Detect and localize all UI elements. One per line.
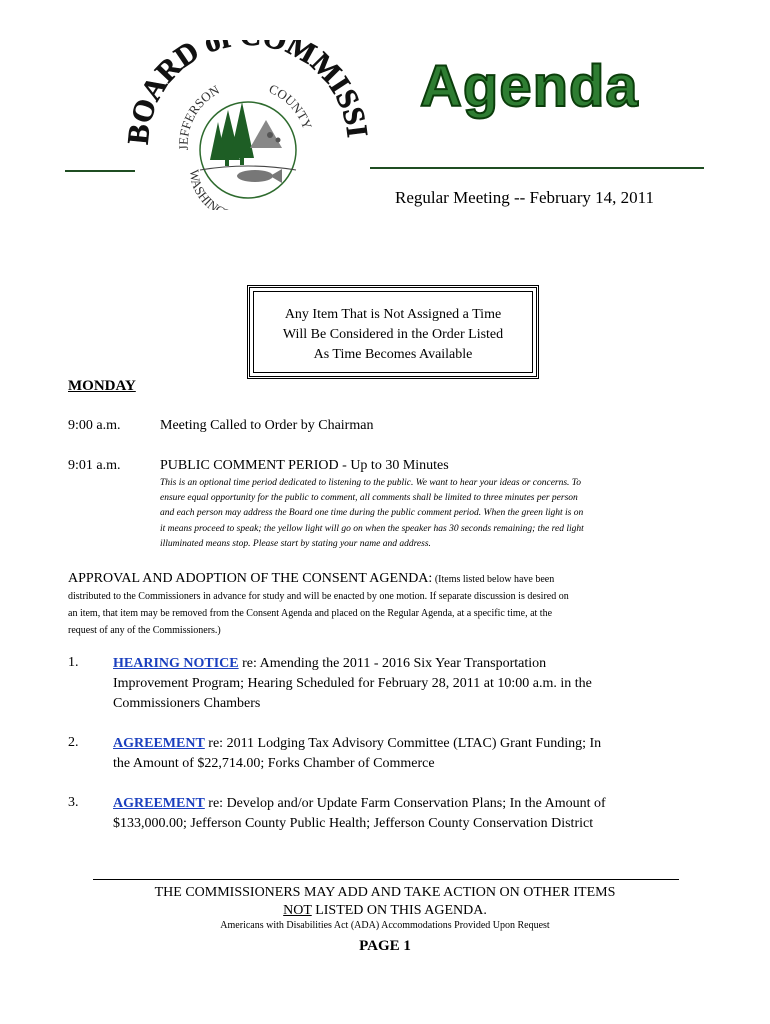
county-logo bbox=[120, 40, 370, 210]
agenda-item: AGREEMENT re: 2011 Lodging Tax Advisory Committee (LTAC) Grant Funding; In the Amount of $22,714.00; Forks Chamber of Commerce bbox=[113, 736, 602, 771]
logo-washington: WASHIN bbox=[186, 168, 222, 210]
consent-agenda-intro: APPROVAL AND ADOPTION OF THE CONSENT AGENDA: (Items listed below have been distributed to the Commissioners in advance for study and will be enacted by one motion. If separate discussion is desired on an item, that item may be removed from the Consent Agenda and placed on the Regular Agenda, at a specific time, at the request of any of the Commissioners.) bbox=[68, 571, 569, 636]
agenda-title bbox=[418, 50, 678, 134]
item-link[interactable]: AGREEMENT bbox=[113, 796, 205, 811]
svg-text:Agenda: Agenda bbox=[420, 54, 639, 119]
agenda-item: AGREEMENT re: Develop and/or Update Farm Conservation Plans; In the Amount of $133,000.00; Jefferson County Public Health; Jefferson County Conservation District bbox=[113, 796, 606, 831]
day-heading: MONDAY bbox=[68, 378, 136, 394]
schedule-time: 9:01 a.m. bbox=[68, 458, 121, 473]
item-number: 3. bbox=[68, 795, 79, 810]
footer-line-2: NOT LISTED ON THIS AGENDA. bbox=[283, 903, 487, 918]
agenda-item: HEARING NOTICE re: Amending the 2011 - 2016 Six Year Transportation Improvement Program; Hearing Scheduled for February 28, 2011 at 10:00 a.m. in the Commissioners Chambers bbox=[113, 656, 592, 711]
schedule-time: 9:00 a.m. bbox=[68, 418, 121, 433]
item-link[interactable]: HEARING NOTICE bbox=[113, 656, 239, 671]
footer-rule bbox=[93, 879, 679, 880]
notice-line-1: Any Item That is Not Assigned a Time bbox=[284, 307, 502, 322]
public-comment-note: This is an optional time period dedicated to listening to the public. We want to hear your ideas or concerns. To ensure equal opportunity for the public to comment, all comments shall be limited to three minutes per person and each person may address the Board one time during the public comment period. When the green light is on it means proceed to speak; the yellow light will go on when the speaker has 30 seconds remaining; the red light illuminated means stop. Please start by stating your name and address. bbox=[160, 478, 584, 549]
header-rule-right bbox=[370, 167, 704, 169]
ada-notice: Americans with Disabilities Act (ADA) Accommodations Provided Upon Request bbox=[220, 920, 550, 931]
page-number: PAGE 1 bbox=[359, 938, 411, 954]
item-number: 1. bbox=[68, 655, 79, 670]
logo-arc-text: BOARD o MMISS bbox=[121, 40, 370, 146]
notice-line-2: Will Be Considered in the Order Listed bbox=[282, 327, 504, 342]
meeting-date: Regular Meeting -- February 14, 2011 bbox=[395, 188, 655, 207]
footer-line-1: THE COMMISSIONERS MAY ADD AND TAKE ACTION ON OTHER ITEMS bbox=[154, 885, 616, 900]
consent-heading: APPROVAL AND ADOPTION OF THE CONSENT AGENDA: bbox=[68, 571, 433, 586]
item-number: 2. bbox=[68, 735, 79, 750]
notice-line-3: As Time Becomes Available bbox=[313, 347, 473, 362]
header-rule-left bbox=[65, 170, 135, 172]
schedule-item: Meeting Called to Order by Chairman bbox=[160, 418, 374, 433]
logo-county: COUNTY bbox=[266, 80, 316, 132]
schedule-item: PUBLIC COMMENT PERIOD - Up to 30 Minutes bbox=[160, 458, 449, 473]
item-link[interactable]: AGREEMENT bbox=[113, 736, 205, 751]
notice-box bbox=[247, 285, 539, 379]
logo-jefferson: JEFFERSON bbox=[175, 81, 222, 151]
